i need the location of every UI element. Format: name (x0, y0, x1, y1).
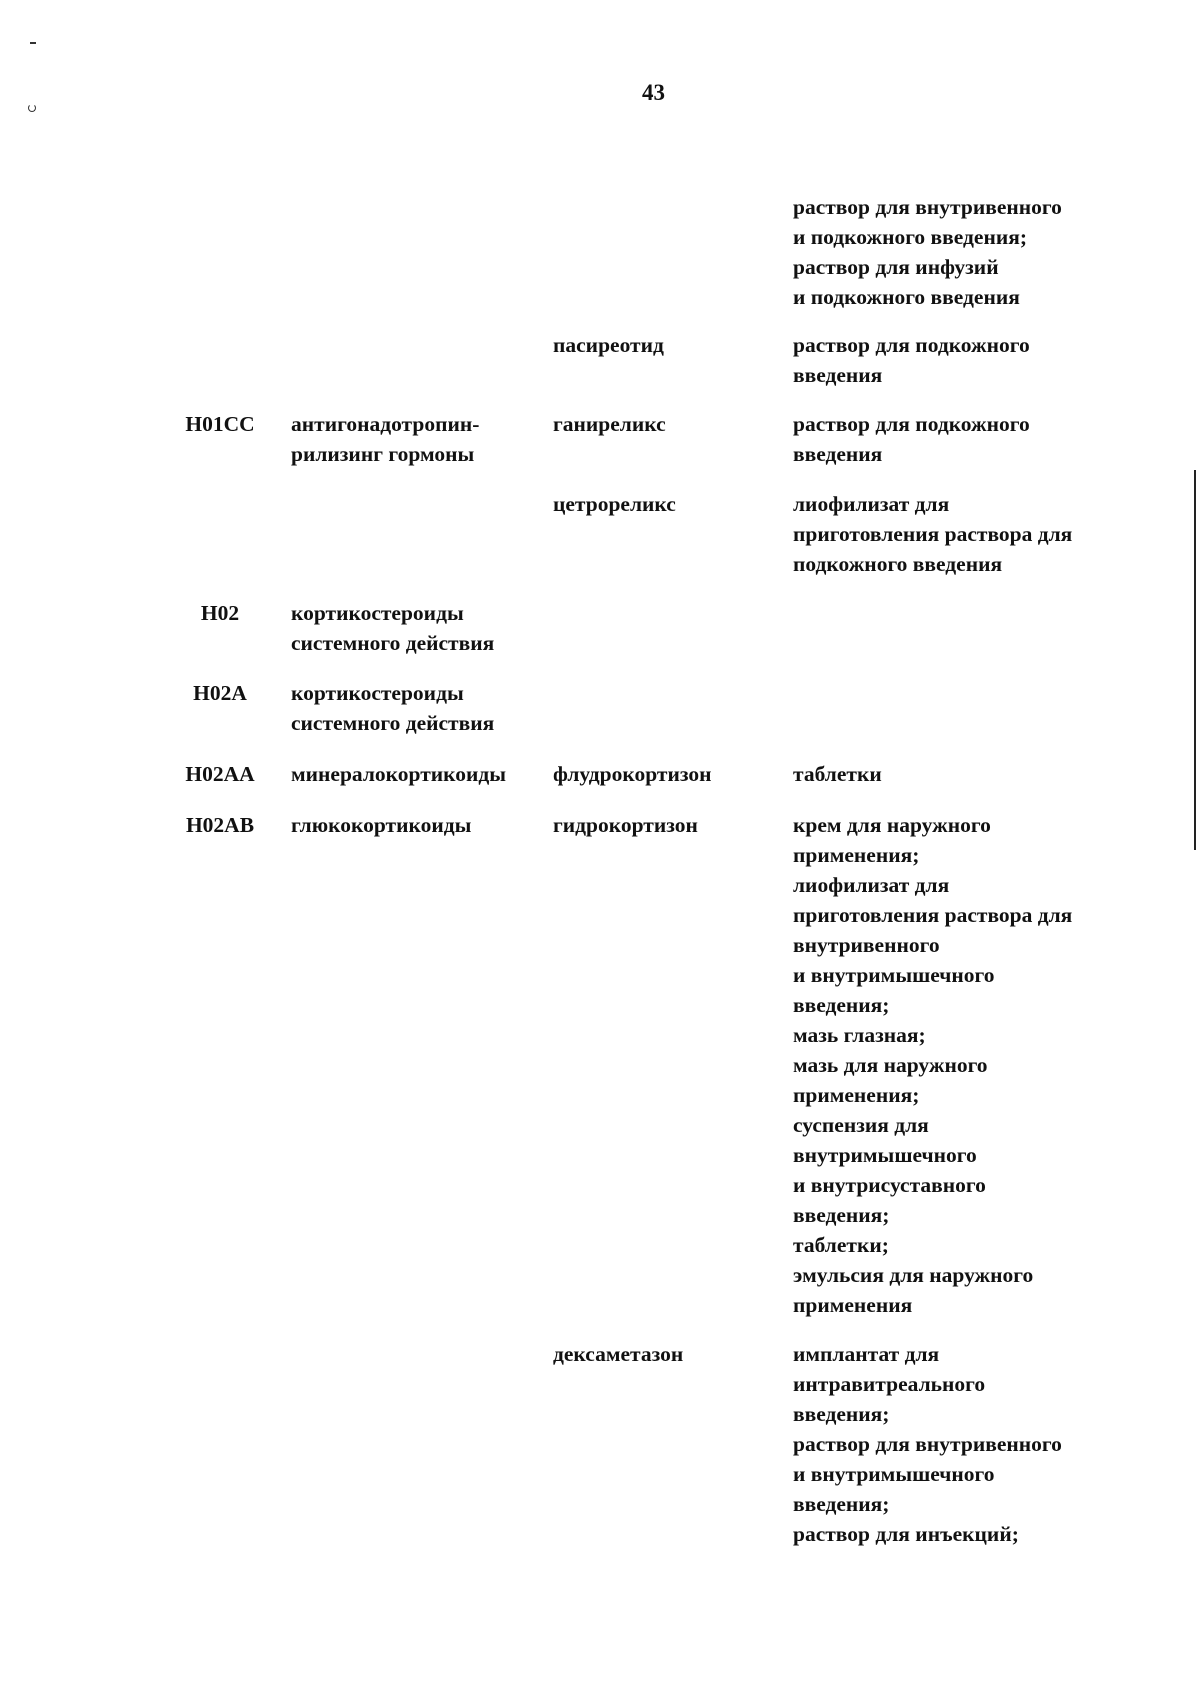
atc-code: H02AA (185, 762, 255, 786)
drug-name: цетрореликс (553, 492, 676, 516)
atc-group: глюкокортикоиды (291, 813, 472, 837)
atc-group: кортикостероиды системного действия (291, 681, 495, 735)
scan-artifact-dash (30, 42, 36, 44)
atc-code: H02A (193, 681, 247, 705)
drug-name: пасиреотид (553, 333, 664, 357)
drug-name: дексаметазон (553, 1342, 684, 1366)
dosage-forms: раствор для внутривенного и подкожного введения; раствор для инфузий и подкожного введения (793, 195, 1062, 309)
dosage-forms: лиофилизат для приготовления раствора для подкожного введения (793, 492, 1073, 576)
atc-group: минералокортикоиды (291, 762, 507, 786)
atc-code: H02AB (185, 813, 255, 837)
dosage-forms: раствор для подкожного введения (793, 412, 1030, 466)
dosage-forms: таблетки (793, 762, 882, 786)
atc-group: кортикостероиды системного действия (291, 601, 495, 655)
drug-name: флудрокортизон (553, 762, 712, 786)
scan-edge-line (1194, 470, 1196, 850)
atc-group: антигонадотропин- рилизинг гормоны (291, 412, 480, 466)
atc-code: H02 (200, 601, 240, 625)
dosage-forms: имплантат для интравитреального введения; раствор для внутривенного и внутримышечного введения; раствор для инъекций; (793, 1342, 1062, 1546)
drug-name: ганиреликс (553, 412, 666, 436)
page-number: 43 (642, 80, 665, 105)
atc-code: H01CC (185, 412, 255, 436)
drug-name: гидрокортизон (553, 813, 698, 837)
dosage-forms: крем для наружного применения; лиофилизат для приготовления раствора для внутривенного и внутримышечного введения; мазь глазная; мазь для наружного применения; суспензия для внутримышечного и внутрисуставного введения; таблетки; эмульсия для наружного применения (793, 813, 1073, 1317)
dosage-forms: раствор для подкожного введения (793, 333, 1030, 387)
